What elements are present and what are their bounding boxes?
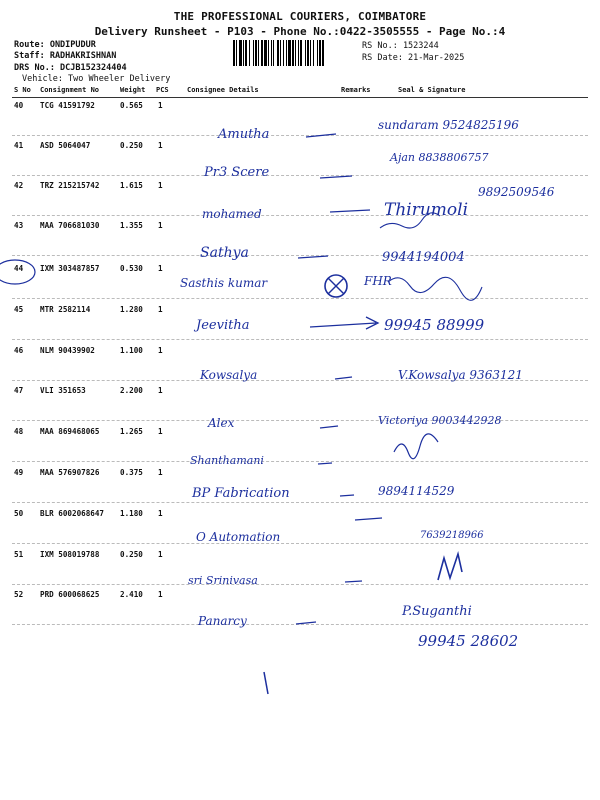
row-pcs: 1 [158, 101, 163, 110]
col-header-consignee: Consignee Details [187, 86, 259, 94]
handwritten-name: Panarcy [198, 614, 247, 628]
handwritten-note: Victoriya 9003442928 [378, 414, 502, 427]
handwritten-note: FHR [364, 274, 392, 288]
row-consignment: MTR 2582114 [40, 305, 91, 314]
ink-dash [298, 256, 328, 258]
ink-dash [320, 426, 338, 428]
staff-label: Staff: RADHAKRISHNAN [14, 51, 117, 61]
ink-dash [340, 495, 354, 496]
row-pcs: 1 [158, 305, 163, 314]
row-consignment: PRD 600068625 [40, 590, 100, 599]
handwritten-name: Shanthamani [190, 454, 264, 467]
ink-dash [330, 210, 370, 212]
ink-dash [345, 581, 362, 582]
handwritten-note: sundaram 9524825196 [378, 118, 519, 132]
row-pcs: 1 [158, 509, 163, 518]
row-weight: 2.410 [120, 590, 143, 599]
row-pcs: 1 [158, 590, 163, 599]
handwritten-name: Amutha [218, 127, 270, 142]
col-header-weight: Weight [120, 86, 146, 94]
handwritten-note: Ajan 8838806757 [390, 151, 489, 164]
rs-date: RS Date: 21-Mar-2025 [362, 53, 465, 63]
ink-dash [320, 176, 352, 178]
row-pcs: 1 [158, 181, 163, 190]
row-weight: 1.100 [120, 346, 143, 355]
col-header-pcs: PCS [156, 86, 169, 94]
row-sno: 46 [14, 346, 24, 355]
handwritten-note: V.Kowsalya 9363121 [398, 368, 523, 382]
row-sno: 43 [14, 221, 24, 230]
handwritten-note: 7639218966 [420, 530, 484, 541]
row-weight: 0.530 [120, 264, 143, 273]
row-pcs: 1 [158, 468, 163, 477]
handwritten-note: 9944194004 [382, 250, 465, 265]
handwritten-name: sri Srinivasa [188, 574, 258, 587]
handwritten-note: P.Suganthi [402, 604, 472, 619]
handwritten-note: 9894114529 [378, 484, 455, 498]
row-sno: 45 [14, 305, 24, 314]
row-sno: 41 [14, 141, 24, 150]
row-sno: 52 [14, 590, 24, 599]
sno-circle-mark [0, 260, 35, 284]
col-header-seal: Seal & Signature [398, 86, 466, 94]
row-pcs: 1 [158, 221, 163, 230]
row-consignment: MAA 576907826 [40, 468, 100, 477]
row-consignment: TRZ 215215742 [40, 181, 100, 190]
row-sno: 51 [14, 550, 24, 559]
handwritten-name: mohamed [202, 207, 262, 221]
handwritten-name: Pr3 Scere [204, 165, 270, 180]
row-consignment: IXM 508019788 [40, 550, 100, 559]
handwritten-note: Thirumoli [384, 200, 469, 220]
ink-dash [318, 463, 332, 464]
runsheet-subtitle: Delivery Runsheet - P103 - Phone No.:0422-3505555 - Page No.:4 [94, 25, 506, 38]
row-weight: 1.615 [120, 181, 143, 190]
row-sno: 48 [14, 427, 24, 436]
row-sno: 47 [14, 386, 24, 395]
handwritten-name: Kowsalya [200, 368, 258, 382]
handwritten-note: 99945 88999 [384, 316, 485, 334]
row-consignment: IXM 303487857 [40, 264, 100, 273]
handwritten-name: BP Fabrication [192, 486, 290, 501]
row-consignment: MAA 869468065 [40, 427, 100, 436]
row-weight: 1.265 [120, 427, 143, 436]
row-pcs: 1 [158, 264, 163, 273]
signature-scribble [388, 277, 482, 300]
row-weight: 0.375 [120, 468, 143, 477]
row-pcs: 1 [158, 427, 163, 436]
vehicle-type: Vehicle: Two Wheeler Delivery [22, 74, 171, 84]
route-label: Route: ONDIPUDUR [14, 40, 96, 50]
row-pcs: 1 [158, 550, 163, 559]
handwritten-name: Sathya [200, 245, 249, 261]
row-weight: 0.250 [120, 550, 143, 559]
ink-dash [296, 622, 316, 624]
ink-dash [335, 377, 352, 379]
company-title: THE PROFESSIONAL COURIERS, COIMBATORE [173, 10, 427, 23]
row-weight: 1.280 [120, 305, 143, 314]
row-pcs: 1 [158, 346, 163, 355]
ink-arrow [310, 323, 376, 327]
handwritten-name: Sasthis kumar [180, 276, 268, 290]
drs-number: DRS No.: DCJB152324404 [14, 63, 127, 73]
row-weight: 2.200 [120, 386, 143, 395]
row-weight: 0.565 [120, 101, 143, 110]
row-consignment: TCG 41591792 [40, 101, 95, 110]
row-sno: 42 [14, 181, 24, 190]
rs-number: RS No.: 1523244 [362, 41, 439, 51]
row-sno: 49 [14, 468, 24, 477]
ink-stroke [264, 672, 268, 694]
handwritten-name: O Automation [196, 530, 281, 544]
col-header-sno: S No [14, 86, 31, 94]
col-header-consignment: Consignment No [40, 86, 100, 94]
row-consignment: ASD 5064047 [40, 141, 91, 150]
signature-scribble [438, 554, 462, 580]
signature-scribble [380, 213, 440, 228]
row-consignment: BLR 6002068647 [40, 509, 105, 518]
row-weight: 1.180 [120, 509, 143, 518]
row-weight: 0.250 [120, 141, 143, 150]
row-weight: 1.355 [120, 221, 143, 230]
handwritten-name: Jeevitha [196, 318, 250, 333]
col-header-remarks: Remarks [341, 86, 371, 94]
ink-dash [306, 134, 336, 137]
ink-dash [355, 518, 382, 520]
row-sno: 44 [14, 264, 24, 273]
row-sno: 40 [14, 101, 24, 110]
row-sno: 50 [14, 509, 24, 518]
row-pcs: 1 [158, 386, 163, 395]
handwritten-note: 9892509546 [478, 185, 555, 199]
row-pcs: 1 [158, 141, 163, 150]
handwritten-name: Alex [208, 416, 235, 430]
handwritten-note: 99945 28602 [418, 632, 519, 650]
row-consignment: VLI 351653 [40, 386, 86, 395]
signature-scribble [394, 434, 438, 459]
row-consignment: MAA 706681030 [40, 221, 100, 230]
row-consignment: NLM 90439902 [40, 346, 95, 355]
